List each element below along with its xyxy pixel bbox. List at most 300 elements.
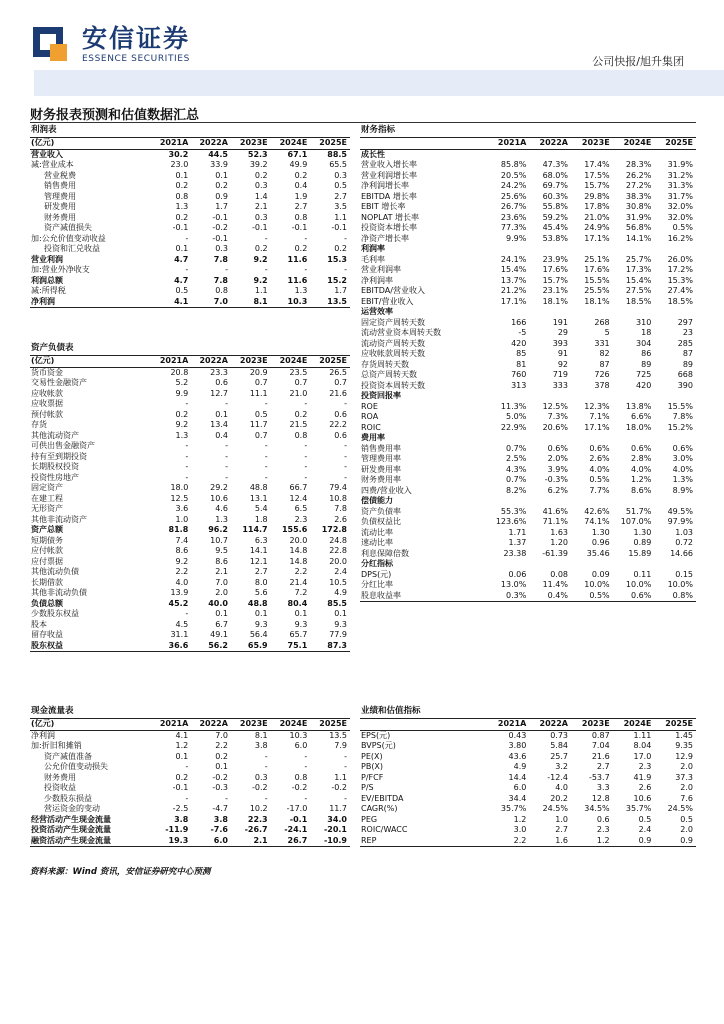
cell-value: 4.5 (175, 619, 189, 629)
cell-value: 0.96 (591, 538, 610, 547)
cell-value: 25.1% (584, 254, 610, 264)
row-label: 资产总额 (31, 525, 63, 534)
cell-value: -5 (518, 328, 527, 337)
cell-value: 18.1% (542, 296, 568, 306)
row-label: 资产负债率 (361, 506, 401, 516)
cell-value: 393 (552, 338, 568, 348)
report-type-label: 公司快报/旭升集团 (592, 55, 684, 68)
cell-value: 26.2% (625, 170, 652, 180)
cell-value: 0.6% (630, 443, 652, 453)
row-label: 流动比率 (361, 527, 393, 537)
row-label: EBIT 增长率 (361, 202, 406, 211)
cell-value: 44.5 (208, 149, 228, 159)
cell-value: 8.6 (215, 556, 228, 566)
cell-value: - (185, 793, 189, 803)
cell-value: 1.6 (529, 836, 571, 847)
row-label: 融资活动产生现金流量 (30, 836, 152, 847)
table-row (30, 431, 350, 442)
cell-value: 0.2 (175, 181, 189, 190)
cell-value: 23.9% (542, 254, 568, 264)
cell-value: 2.8% (630, 454, 652, 463)
cell-value: 23.38 (503, 548, 527, 558)
cell-value: 20.8 (170, 367, 189, 377)
column-header: (亿元) (30, 356, 152, 368)
table-header-row (30, 719, 350, 731)
row-label: 财务费用 (44, 772, 76, 782)
cell-value: - (185, 441, 189, 450)
cell-value: 1.03 (675, 527, 693, 537)
row-label: EPS(元) (361, 730, 391, 740)
cell-value: 24.8 (329, 535, 347, 545)
table-row (360, 192, 696, 203)
cell-value: - (264, 441, 268, 450)
cell-value: 14.8 (289, 546, 308, 555)
cell-value: 6.5 (294, 504, 308, 513)
cell-value: 4.0% (630, 464, 652, 474)
cell-value: 3.8 (254, 741, 268, 750)
financial-ratios-table (360, 124, 696, 602)
cell-value: 3.0% (672, 454, 693, 463)
cell-value: 9.3 (294, 619, 308, 629)
cell-value: 13.5 (310, 297, 350, 308)
cell-value: - (225, 472, 228, 482)
cell-value: - (344, 233, 347, 243)
cell-value: 31.1 (170, 630, 189, 639)
cell-value: 1.2 (571, 836, 613, 847)
cell-value: 0.6% (672, 443, 693, 453)
cell-value: 1.4 (254, 191, 268, 201)
cell-value: - (185, 451, 189, 461)
row-label: ROE (361, 401, 378, 411)
cell-value: 378 (594, 380, 610, 390)
section-heading-row (360, 244, 696, 255)
cell-value: 0.1 (254, 609, 268, 618)
cell-value: 1.1 (254, 286, 268, 295)
table-title: 资产负债表 (31, 343, 74, 353)
cell-value: 0.6 (596, 814, 610, 824)
table-row (30, 452, 350, 463)
cell-value: 0.7 (254, 430, 268, 440)
row-label: EBITDA 增长率 (361, 191, 417, 201)
row-label: 无形资产 (31, 504, 63, 513)
row-label: 净利润 (30, 297, 152, 308)
section-label: 投资回报率 (361, 391, 401, 400)
cell-value: 22.2 (329, 420, 347, 429)
row-label: 流动资产周转天数 (361, 338, 425, 348)
row-label: 净利润增长率 (361, 181, 409, 190)
column-header: 2024E (271, 719, 311, 731)
cell-value: 668 (677, 370, 693, 379)
cell-value: 10.3 (271, 297, 311, 308)
cell-value: 82 (599, 349, 610, 358)
cell-value: 17.3% (625, 265, 652, 274)
row-label: 少数股东损益 (44, 793, 92, 803)
row-label: 可供出售金融资产 (31, 441, 95, 450)
section-label: 成长性 (361, 149, 385, 159)
cell-value: 4.1 (152, 297, 192, 308)
cell-value: 56.8% (625, 223, 652, 232)
cell-value: - (304, 762, 308, 771)
cell-value: 4.0% (589, 464, 610, 474)
table-row (30, 567, 350, 578)
table-row (30, 420, 350, 431)
cell-value: 285 (677, 338, 693, 348)
cell-value: 17.6% (584, 265, 610, 274)
table-title: 财务指标 (361, 125, 396, 135)
column-header: 2023E (231, 719, 271, 731)
cell-value: 7.0 (215, 730, 228, 740)
column-header: 2021A (152, 356, 192, 368)
cell-value: 71.1% (542, 517, 568, 526)
cell-value: 14.1 (249, 546, 268, 555)
cell-value: 8.6 (175, 546, 189, 555)
table-row (360, 402, 696, 413)
cell-value: - (264, 451, 268, 461)
cell-value: 66.7 (289, 483, 308, 492)
column-header: 2021A (488, 719, 530, 731)
cell-value: 81 (516, 359, 527, 369)
cell-value: 4.7 (174, 275, 189, 285)
cell-value: 13.7% (500, 275, 527, 285)
cell-value: 17.0 (633, 751, 652, 761)
table-row (360, 444, 696, 455)
cell-value: 49.9 (289, 160, 308, 169)
cell-value: 9.2 (175, 420, 189, 429)
cell-value: 7.9 (334, 741, 347, 750)
cell-value: 0.2 (175, 212, 189, 222)
cell-value: 59.2% (542, 212, 568, 222)
cell-value: 11.4% (542, 580, 568, 589)
cell-value: 51.7% (625, 506, 652, 516)
row-label: 股东权益 (30, 641, 152, 652)
cell-value: 0.3 (215, 244, 228, 253)
table-row (360, 234, 696, 245)
cell-value: 4.9 (513, 762, 527, 771)
row-label: 固定资产 (31, 483, 63, 492)
cell-value: 75.1 (271, 641, 311, 652)
cell-value: 0.3 (334, 170, 347, 180)
cell-value: 2.2 (215, 741, 228, 750)
cell-value: 5.2 (175, 378, 189, 387)
cell-value: 85.5 (327, 598, 347, 608)
cell-value: -0.1 (172, 783, 189, 792)
table-row (360, 370, 696, 381)
cell-value: -0.1 (212, 233, 228, 243)
table-header-row (30, 138, 350, 150)
cell-value: 38.3% (625, 191, 652, 201)
cell-value: - (264, 462, 268, 471)
income-statement-table (30, 124, 350, 308)
cell-value: 1.11 (633, 730, 652, 740)
table-row (30, 367, 350, 378)
cell-value: 4.9 (334, 588, 347, 597)
cell-value: 2.7 (254, 567, 268, 576)
cell-value: 0.6% (613, 591, 655, 602)
table-row (30, 815, 350, 826)
cell-value: 2.3 (638, 762, 652, 771)
row-label: 短期债务 (31, 535, 63, 545)
column-header: 2024E (613, 138, 655, 150)
cell-value: 17.8% (584, 202, 610, 211)
cell-value: -0.1 (252, 223, 268, 232)
table-header-row (360, 138, 696, 150)
table-row (30, 752, 350, 763)
table-row (30, 620, 350, 631)
cell-value: 49.1 (210, 630, 228, 639)
table-row (30, 609, 350, 620)
row-label: P/S (361, 783, 374, 792)
table-row (360, 580, 696, 591)
cell-value: 49.5% (667, 506, 693, 516)
cell-value: 310 (636, 317, 652, 327)
column-header: (亿元) (30, 719, 152, 731)
cell-value: -0.1 (331, 223, 347, 232)
cell-value: 41.6% (542, 506, 568, 516)
cell-value: - (304, 233, 308, 243)
row-label: 持有至到期投资 (31, 451, 87, 461)
table-row (30, 202, 350, 213)
cell-value: 12.7 (210, 388, 228, 398)
table-row (30, 546, 350, 557)
cell-value: 31.7% (667, 191, 693, 201)
row-label: 减:所得税 (31, 286, 66, 295)
cell-value: 15.89 (628, 548, 652, 558)
column-header: 2024E (271, 138, 311, 150)
column-header: 2022A (191, 138, 231, 150)
cell-value: 23.3 (210, 367, 228, 377)
row-label: 营运资金的变动 (44, 804, 100, 813)
table-row (30, 399, 350, 410)
cell-value: 3.80 (508, 741, 527, 750)
table-row (360, 202, 696, 213)
cell-value: 31.9% (625, 212, 652, 222)
table-row (30, 441, 350, 452)
cell-value: 11.1 (249, 388, 268, 398)
cell-value: 0.6 (215, 378, 228, 387)
row-label: ROIC/WACC (361, 825, 408, 834)
cell-value: 17.6% (542, 265, 568, 274)
row-label: 股息收益率 (360, 591, 488, 602)
column-header: 2024E (271, 356, 311, 368)
cell-value: 2.0 (680, 783, 693, 792)
cell-value: 0.2 (334, 244, 347, 253)
row-label: 净资产增长率 (361, 233, 409, 243)
cell-value: 21.4 (289, 577, 308, 587)
section-label: 偿债能力 (361, 496, 393, 505)
cell-value: 9.2 (253, 275, 268, 285)
table-row (30, 473, 350, 484)
cell-value: 30.2 (168, 149, 189, 159)
cell-value: 2.7 (334, 191, 347, 201)
cell-value: 15.7% (584, 181, 610, 190)
cell-value: 0.8 (175, 191, 189, 201)
cell-value: - (264, 793, 268, 803)
row-label: 负债总额 (31, 598, 63, 608)
row-label: 投资资本周转天数 (361, 380, 425, 390)
cell-value: 0.6 (334, 430, 347, 440)
cell-value: - (344, 441, 347, 450)
cell-value: 7.8 (213, 254, 228, 264)
row-label: 股本 (31, 619, 47, 629)
table-row (360, 349, 696, 360)
cell-value: 26.7 (271, 836, 311, 847)
essence-logo-icon (30, 24, 70, 64)
cell-value: 13.1 (249, 493, 268, 503)
cell-value: 77.3% (500, 223, 527, 232)
table-row (360, 783, 696, 794)
table-title-row (360, 705, 696, 719)
cell-value: 77.9 (329, 630, 347, 639)
cell-value: 2.7 (596, 762, 610, 771)
cell-value: 8.04 (633, 741, 652, 750)
cell-value: 2.0% (547, 454, 568, 463)
cell-value: 18.5% (625, 296, 652, 306)
cell-value: 7.0 (215, 577, 228, 587)
cell-value: 6.2% (547, 485, 568, 495)
row-label: 长期股权投资 (31, 462, 79, 471)
cell-value: 31.2% (667, 170, 693, 180)
cell-value: 25.6% (500, 191, 527, 201)
row-label: 留存收益 (31, 630, 63, 639)
cell-value: 4.0 (175, 577, 189, 587)
column-header: 2024E (613, 719, 655, 731)
cell-value: -11.9 (165, 825, 189, 834)
table-row (30, 578, 350, 589)
table-row (360, 328, 696, 339)
column-header: 2023E (571, 719, 613, 731)
column-header (360, 719, 488, 731)
cell-value: 0.4% (529, 591, 571, 602)
cell-value: 34.0 (327, 814, 347, 824)
row-label: 预付帐款 (31, 409, 63, 419)
row-label: 总资产周转天数 (361, 370, 417, 379)
cell-value: 0.89 (633, 538, 652, 547)
cell-value: 8.2% (506, 485, 527, 495)
column-header: 2022A (529, 719, 571, 731)
table-row (360, 465, 696, 476)
cell-value: -24.1 (284, 825, 308, 834)
cell-value: 0.1 (215, 409, 228, 419)
cell-value: 29.8% (584, 191, 610, 201)
cell-value: 23 (682, 328, 693, 337)
cash-flow-table (30, 705, 350, 847)
cell-value: -0.2 (252, 783, 268, 792)
cell-value: 6.7 (215, 619, 228, 629)
cell-value: 0.5 (254, 409, 268, 419)
cell-value: 15.5% (584, 275, 610, 285)
row-label: 投资和汇兑收益 (44, 244, 100, 253)
table-row (30, 234, 350, 245)
balance-sheet-table (30, 342, 350, 652)
cell-value: 2.6 (334, 514, 347, 524)
cell-value: 2.7 (555, 825, 568, 834)
cell-value: 0.9 (215, 191, 228, 201)
cell-value: 7.1% (589, 412, 610, 421)
cell-value: 4.0% (672, 464, 693, 474)
cell-value: -0.1 (291, 223, 308, 232)
row-label: EBIT/营业收入 (361, 296, 414, 306)
cell-value: 1.0 (175, 514, 189, 524)
cell-value: 304 (636, 338, 652, 348)
cell-value: -4.7 (212, 804, 228, 813)
cell-value: 7.7% (589, 485, 610, 495)
row-label: 研发费用 (44, 202, 76, 211)
table-row (360, 360, 696, 371)
cell-value: 21.0 (289, 388, 308, 398)
row-label: 利息保障倍数 (361, 548, 409, 558)
cell-value: 114.7 (242, 525, 268, 534)
table-row (360, 773, 696, 784)
cell-value: 1.3 (215, 514, 228, 524)
cell-value: 41.9 (633, 772, 652, 782)
cell-value: 0.1 (334, 609, 347, 618)
table-row (30, 149, 350, 160)
cell-value: - (344, 762, 347, 771)
cell-value: 27.4% (667, 286, 693, 295)
table-row (360, 794, 696, 805)
column-header: 2023E (231, 356, 271, 368)
cell-value: 0.1 (215, 762, 228, 771)
cell-value: 11.7 (329, 804, 347, 813)
column-header: (亿元) (30, 138, 152, 150)
cell-value: 24.9% (584, 223, 610, 232)
cell-value: 7.6 (680, 793, 693, 803)
cell-value: -20.1 (323, 825, 347, 834)
cell-value: 15.4% (500, 265, 527, 274)
row-label: 投资收益 (44, 783, 76, 792)
table-row (30, 630, 350, 641)
table-row (30, 504, 350, 515)
cell-value: 15.2% (667, 422, 693, 432)
cell-value: 172.8 (321, 525, 347, 534)
row-label: REP (360, 836, 488, 847)
cell-value: 42.6% (584, 506, 610, 516)
cell-value: 0.4 (215, 430, 228, 440)
cell-value: - (225, 441, 228, 450)
row-label: 固定资产周转天数 (361, 317, 425, 327)
table-header-row (30, 356, 350, 368)
cell-value: 1.3% (672, 475, 693, 484)
column-header: 2025E (310, 138, 350, 150)
cell-value: - (344, 472, 347, 482)
cell-value: 2.5% (506, 454, 527, 463)
cell-value: 17.1% (500, 296, 527, 306)
section-label: 运营效率 (361, 307, 393, 316)
row-label: 负债权益比 (361, 517, 401, 526)
table-row (30, 599, 350, 610)
column-header: 2021A (488, 138, 530, 150)
cell-value: 26.5 (329, 367, 347, 377)
cell-value: 1.2 (175, 741, 189, 750)
cell-value: 10.3 (289, 730, 308, 740)
cell-value: 0.1 (175, 751, 189, 761)
cell-value: 29 (557, 328, 568, 337)
row-label: 加:公允价值变动收益 (31, 233, 106, 243)
cell-value: 32.0% (667, 202, 693, 211)
cell-value: 1.3 (175, 202, 189, 211)
table-row (30, 255, 350, 266)
cell-value: 85.8% (500, 160, 527, 169)
cell-value: 17.5% (584, 170, 610, 180)
row-label: 管理费用率 (361, 454, 401, 463)
cell-value: 0.87 (591, 730, 610, 740)
cell-value: - (264, 233, 268, 243)
row-label: PB(X) (361, 762, 384, 771)
cell-value: 10.0% (667, 580, 693, 589)
cell-value: 74.1% (584, 517, 610, 526)
cell-value: 80.4 (287, 598, 308, 608)
table-row (360, 297, 696, 308)
